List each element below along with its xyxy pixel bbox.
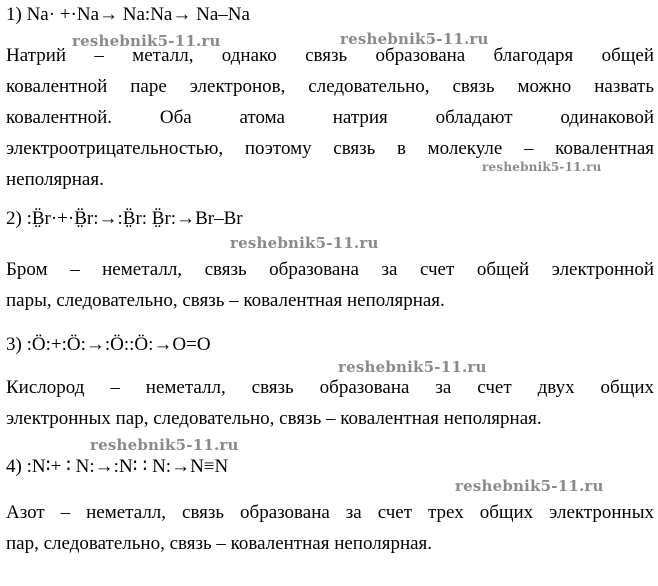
watermark: reshebnik5-11.ru	[482, 160, 602, 174]
explanation-2	[6, 254, 654, 316]
explanation-3	[6, 372, 654, 434]
explanation-1-line: ковалентной. Оба атома натрия обладают одинаковой	[6, 107, 654, 128]
watermark: reshebnik5-11.ru	[455, 477, 604, 495]
explanation-1-line: неполярная.	[6, 169, 104, 190]
explanation-2-line: пары, следовательно, связь – ковалентная неполярная.	[6, 290, 445, 311]
watermark: reshebnik5-11.ru	[338, 358, 487, 376]
explanation-4-line: Азот – неметалл, связь образована за счет трех общих электронных	[6, 502, 654, 523]
explanation-3-line: электронных пар, следовательно, связь – ковалентная неполярная.	[6, 408, 542, 429]
explanation-1-line: Натрий – металл, однако связь образована благодаря общей	[6, 45, 654, 66]
explanation-2-line: Бром – неметалл, связь образована за счет общей электронной	[6, 259, 654, 280]
watermark: reshebnik5-11.ru	[90, 436, 239, 454]
explanation-3-line: Кислород – неметалл, связь образована за счет двух общих	[6, 377, 654, 398]
explanation-4-line: пар, следовательно, связь – ковалентная неполярная.	[6, 533, 433, 554]
watermark: reshebnik5-11.ru	[340, 30, 489, 48]
equation-3: 3) :Ö:+:Ö:→:Ö::Ö:→O=O	[6, 334, 211, 355]
watermark: reshebnik5-11.ru	[72, 32, 221, 50]
watermark: reshebnik5-11.ru	[230, 234, 379, 252]
explanation-1-line: ковалентной паре электронов, следовательно, связь можно назвать	[6, 76, 654, 97]
equation-4: 4) :N∶+ ∶ N:→:N∶ ∶ N:→N≡N	[6, 456, 229, 477]
explanation-4	[6, 497, 654, 559]
equation-1: 1) Na· +·Na→ Na:Na→ Na–Na	[6, 4, 250, 25]
explanation-1-line: электроотрицательностью, поэтому связь в молекуле – ковалентная	[6, 138, 654, 159]
equation-2: 2) :B̤̈r·+·B̤̈r:→:B̤̈r: B̤̈r:→Br–Br	[6, 208, 243, 229]
